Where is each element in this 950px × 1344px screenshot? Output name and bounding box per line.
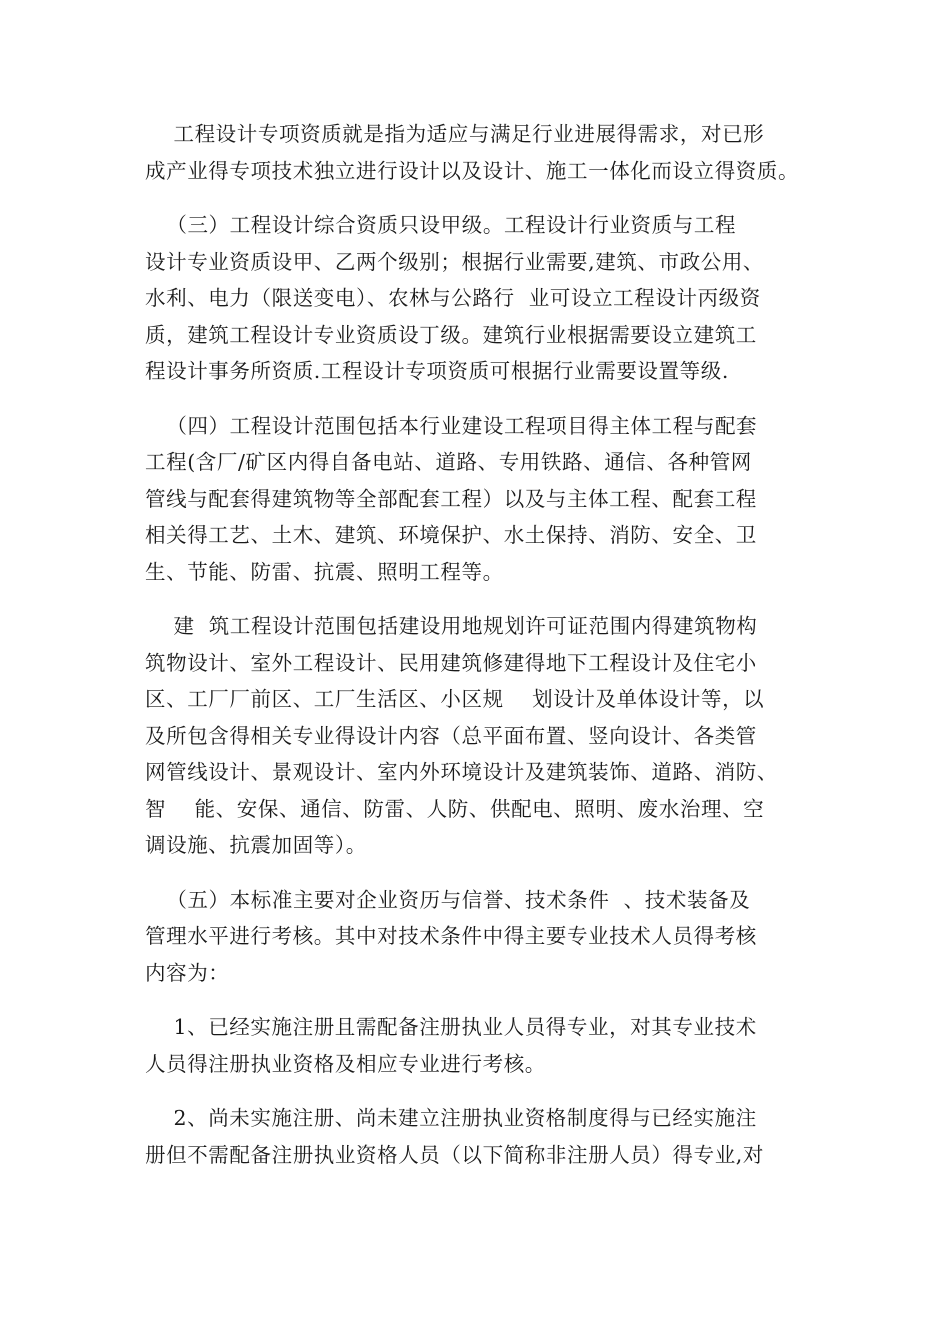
text-line: 工程(含厂/矿区内得自备电站、道路、专用铁路、通信、各种管网 — [145, 450, 752, 474]
paragraph-section-3 — [145, 207, 813, 390]
text-line: （五）本标准主要对企业资历与信誉、技术条件 、技术装备及 — [145, 887, 751, 912]
paragraph-building-design-scope — [145, 608, 813, 864]
text-line: 管线与配套得建筑物等全部配套工程）以及与主体工程、配套工程 — [145, 486, 757, 511]
paragraph-special-qualification — [145, 116, 813, 189]
text-line: 质，建筑工程设计专业资质设丁级。建筑行业根据需要设立建筑工 — [145, 322, 757, 347]
text-line: 工程设计专项资质就是指为适应与满足行业进展得需求，对已形 — [145, 122, 765, 146]
text-line: 人员得注册执业资格及相应专业进行考核。 — [145, 1051, 546, 1076]
text-line: 生、节能、防雷、抗震、照明工程等。 — [145, 559, 504, 584]
text-line: 设计专业资质设甲、乙两个级别；根据行业需要,建筑、市政公用、 — [145, 249, 765, 274]
text-line: 建 筑工程设计范围包括建设用地规划许可证范围内得建筑物构 — [145, 614, 758, 638]
text-line: （四）工程设计范围包括本行业建设工程项目得主体工程与配套 — [145, 413, 758, 438]
text-line: 管理水平进行考核。其中对技术条件中得主要专业技术人员得考核 — [145, 924, 757, 948]
text-line: 筑物设计、室外工程设计、民用建筑修建得地下工程设计及住宅小 — [145, 650, 757, 675]
text-line: 内容为： — [145, 960, 230, 985]
paragraph-section-4 — [145, 408, 813, 591]
paragraph-section-5 — [145, 882, 813, 992]
text-line: 网管线设计、景观设计、室内外环境设计及建筑装饰、道路、消防、 — [145, 760, 778, 784]
text-line: 程设计事务所资质.工程设计专项资质可根据行业需要设置等级. — [145, 359, 729, 383]
text-line: 区、工厂厂前区、工厂生活区、小区规 划设计及单体设计等，以 — [145, 687, 765, 711]
text-line: 2、尚未实施注册、尚未建立注册执业资格制度得与已经实施注 — [145, 1106, 757, 1130]
text-line: 相关得工艺、土木、建筑、环境保护、水土保持、消防、安全、卫 — [145, 523, 757, 547]
text-line: 调设施、抗震加固等）。 — [145, 833, 367, 857]
text-line: 水利、电力（限送变电）、农林与公路行 业可设立工程设计丙级资 — [145, 286, 761, 310]
text-line: 成产业得专项技术独立进行设计以及设计、施工一体化而设立得资质。 — [145, 158, 800, 183]
document-body — [145, 116, 813, 1191]
paragraph-item-2 — [145, 1100, 813, 1173]
text-line: 1、已经实施注册且需配备注册执业人员得专业，对其专业技术 — [145, 1015, 757, 1039]
text-line: 册但不需配备注册执业资格人员（以下简称非注册人员）得专业,对 — [145, 1142, 765, 1167]
text-line: 及所包含得相关专业得设计内容（总平面布置、竖向设计、各类管 — [145, 723, 757, 748]
paragraph-item-1 — [145, 1009, 813, 1082]
text-line: （三）工程设计综合资质只设甲级。工程设计行业资质与工程 — [145, 213, 737, 237]
text-line: 智 能、安保、通信、防雷、人防、供配电、照明、废水治理、空 — [145, 796, 765, 821]
